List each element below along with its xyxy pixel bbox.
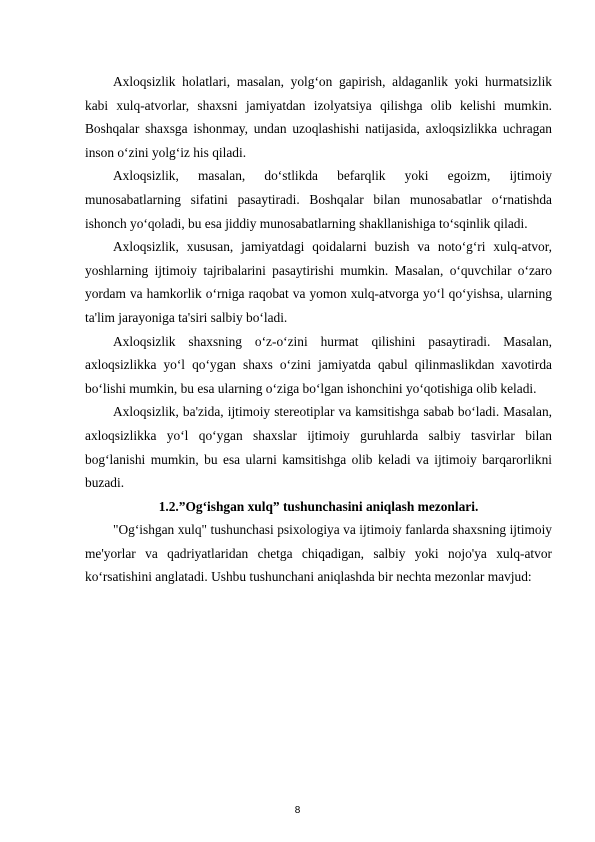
paragraph-isolation: Axloqsizlik holatlari, masalan, yolg‘on gapirish, aldaganlik yoki hurmatsizlik kabi xulq-atvorlar, shaxsni jamiyatdan izolyatsiya qilishga olib kelishi mumkin. Boshqalar shaxsga ishonmay, undan uzoqlashishi natijasida, axloqsizlikka uchragan inson o‘zini yolg‘iz his qiladi. <box>85 74 552 160</box>
page-number: 8 <box>294 805 301 816</box>
paragraph-stereotypes: Axloqsizlik, ba'zida, ijtimoiy stereotiplar va kamsitishga sabab bo‘ladi. Masalan, axloqsizlikka yo‘l qo‘ygan shaxslar ijtimoiy guruhlarda salbiy tasvirlar bilan bog‘lanishi mumkin, bu esa ularni kamsitishga olib keladi va ijtimoiy barqarorlikni buzadi. <box>85 404 552 491</box>
page-body <box>85 70 552 589</box>
section-heading: 1.2.”Og‘ishgan xulq” tushunchasini aniqlash mezonlari. <box>158 498 479 514</box>
paragraph-relationships: Axloqsizlik, masalan, do‘stlikda befarqlik yoki egoizm, ijtimoiy munosabatlarning sifatini pasaytiradi. Boshqalar bilan munosabatlar o‘rnatishda ishonch yo‘qoladi, bu esa jiddiy munosabatlarning shakllanishiga to‘sqinlik qiladi. <box>85 168 552 231</box>
paragraph-deviant-behavior-definition: "Og‘ishgan xulq" tushunchasi psixologiya va ijtimoiy fanlarda shaxsning ijtimoiy me'yorlar va qadriyatlaridan chetga chiqadigan, salbiy yoki nojo'ya xulq-atvor ko‘rsatishini anglatadi. Ushbu tushunchani aniqlashda bir nechta mezonlar mavjud: <box>85 522 552 585</box>
paragraph-youth-experience: Axloqsizlik, xususan, jamiyatdagi qoidalarni buzish va noto‘g‘ri xulq-atvor, yoshlarning ijtimoiy tajribalarini pasaytirishi mumkin. Masalan, o‘quvchilar o‘zaro yordam va hamkorlik o‘rniga raqobat va yomon xulq-atvorga yo‘l qo‘yishsa, ularning ta'lim jarayoniga ta'siri salbiy bo‘ladi. <box>85 239 552 325</box>
paragraph-self-respect: Axloqsizlik shaxsning o‘z-o‘zini hurmat qilishini pasaytiradi. Masalan, axloqsizlikka yo‘l qo‘ygan shaxs o‘zini jamiyatda qabul qilinmaslikdan xavotirda bo‘lishi mumkin, bu esa ularning o‘ziga bo‘lgan ishonchini yo‘qotishiga olib keladi. <box>85 333 552 396</box>
